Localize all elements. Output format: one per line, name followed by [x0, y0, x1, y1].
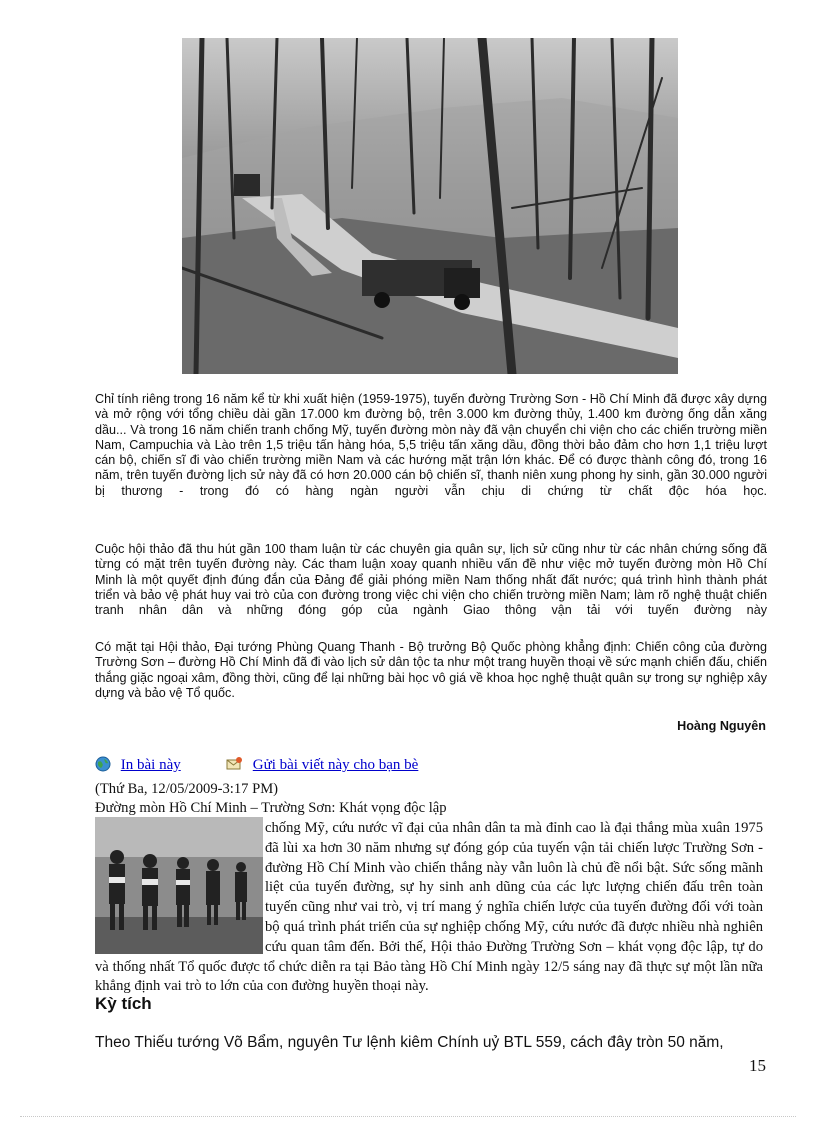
- page-divider: [20, 1116, 796, 1117]
- section-first-line: Theo Thiếu tướng Võ Bẩm, nguyên Tư lệnh kiêm Chính uỷ BTL 559, cách đây tròn 50 năm,: [95, 1034, 724, 1051]
- author-name: Hoàng Nguyên: [677, 719, 766, 733]
- article-date: (Thứ Ba, 12/05/2009-3:17 PM): [95, 781, 279, 797]
- paragraph-minister-quote: Có mặt tại Hội thảo, Đại tướng Phùng Quang Thanh - Bộ trưởng Bộ Quốc phòng khẳng định: Chiến công của đường Trường Sơn – đường Hồ Chí Minh đã đi vào lịch sử dân tộc ta như một trang huyền thoại về sức mạnh chiến đấu, chiến thắng giặc ngoại xâm, đồng thời, cũng để lại những bài học vô giá về khoa học nghệ thuật quân sự trong sự nghiệp xây dựng và bảo vệ Tổ quốc.: [95, 640, 767, 700]
- send-to-friend-link[interactable]: Gửi bài viết này cho bạn bè: [252, 757, 419, 773]
- forest-road-trucks-photo: [182, 38, 678, 374]
- section-title: Kỳ tích: [95, 994, 152, 1013]
- article-body-text: chống Mỹ, cứu nước vĩ đại của nhân dân ta mà đỉnh cao là đại thắng mùa xuân 1975 đã lùi xa hơn 30 năm nhưng sự đóng góp của tuyến vận tải chiến lược Trường Sơn - đường Hồ Chí Minh vào chiến thắng này vẫn luôn là chủ đề nổi bật. Sức sống mãnh liệt của tuyến đường, sự hy sinh anh dũng của các lực lượng chiến đấu trên toàn tuyến cũng như vai trò, vị trí mang ý nghĩa chiến lược của tuyến đường đối với toàn bộ quá trình phát triển của sự nghiệp chống Mỹ, cứu nước đã được nhiều nhà nghiên cứu quan tâm đến. Bởi thế, Hội thảo Đường Trường Sơn – khát vọng độc lập, tự do và thống nhất Tổ quốc được tổ chức diễn ra tại Bảo tàng Hồ Chí Minh ngày 12/5 sáng nay đã thực sự một lần nữa khẳng định vai trò to lớn của con đường huyền thoại này.: [95, 820, 763, 995]
- print-link-group[interactable]: [95, 757, 181, 773]
- print-link[interactable]: In bài này: [120, 757, 181, 773]
- article-headline: Đường mòn Hồ Chí Minh – Trường Sơn: Khát vọng độc lập: [95, 800, 447, 816]
- globe-print-icon: [95, 756, 111, 777]
- thumbnail-wrap-space: [95, 819, 265, 955]
- article-actions: [95, 756, 419, 777]
- send-link-group[interactable]: [225, 756, 418, 777]
- article-body: [95, 819, 763, 997]
- page-number: 15: [749, 1056, 766, 1075]
- paragraph-conference: Cuộc hội thảo đã thu hút gần 100 tham luận từ các chuyên gia quân sự, lịch sử cũng như từ các nhân chứng sống đã từng có mặt trên tuyến đường này. Các tham luận xoay quanh nhiều vấn đề như việc mở tuyến đường mòn Hồ Chí Minh là một quyết định đúng đắn của Đảng để giải phóng miền Nam thống nhất đất nước; quá trình hình thành phát triển và bảo vệ phát huy vai trò của con đường trong việc chi viện cho chiến trường miền Nam; làm rõ nghệ thuật chiến tranh nhân dân và những đóng góp của ngành Giao thông vận tải với tuyến đường này: [95, 542, 767, 618]
- send-mail-icon: [225, 756, 243, 777]
- paragraph-statistics: Chỉ tính riêng trong 16 năm kể từ khi xuất hiện (1959-1975), tuyến đường Trường Sơn - Hồ Chí Minh đã được xây dựng và mở rộng với tổng chiều dài gần 17.000 km đường bộ, trên 3.000 km đường thủy, 1.400 km đường ống dẫn xăng dầu... Và trong 16 năm chiến tranh chống Mỹ, tuyến đường mòn này đã vận chuyển chi viện cho các chiến trường miền Nam, Campuchia và Lào trên 1,5 triệu tấn hàng hóa, 5,5 triệu tấn xăng dầu, đồng thời bảo đảm cho hơn 1,1 triệu lượt cán bộ, chiến sĩ đi vào chiến trường miền Nam và các hướng mặt trận lớn khác. Để có được thành công đó, trong 16 năm, trên tuyến đường lịch sử này đã có hơn 20.000 cán bộ chiến sĩ, thanh niên xung phong hy sinh, gần 30.000 người bị thương - trong đó có hàng ngàn người vẫn chịu di chứng từ chất độc hóa học.: [95, 392, 767, 498]
